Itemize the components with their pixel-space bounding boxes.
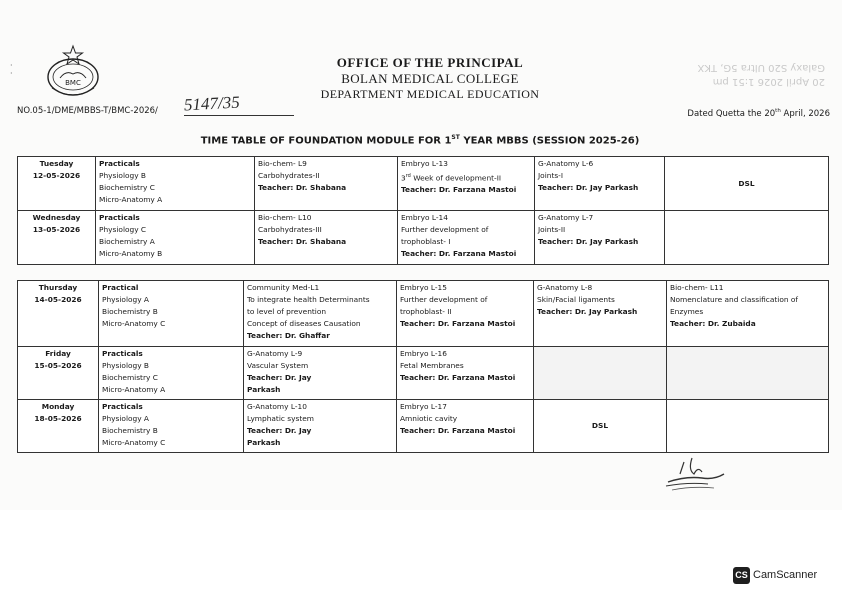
lecture-cell: Bio-chem- L9 Carbohydrates-II Teacher: Dr. Shabana xyxy=(255,157,398,211)
lecture-cell: Bio-chem- L10 Carbohydrates-III Teacher: Dr. Shabana xyxy=(255,211,398,265)
table-row xyxy=(18,347,829,400)
day-cell: Thursday 14-05-2026 xyxy=(18,281,99,347)
practicals-cell: Practicals Physiology A Biochemistry B Micro-Anatomy C xyxy=(99,400,244,453)
lecture-cell: G-Anatomy L-6 Joints-I Teacher: Dr. Jay Parkash xyxy=(535,157,665,211)
office-heading: OFFICE OF THE PRINCIPAL xyxy=(336,55,524,70)
lecture-cell: Embryo L-17 Amniotic cavity Teacher: Dr. Farzana Mastoi xyxy=(397,400,534,453)
practicals-cell: Practical Physiology A Biochemistry B Micro-Anatomy C xyxy=(99,281,244,347)
signature-icon xyxy=(662,452,732,494)
practicals-cell: Practicals Physiology B Biochemistry C Micro-Anatomy A xyxy=(96,157,255,211)
dsl-cell: DSL xyxy=(534,400,667,453)
day-cell: Tuesday 12-05-2026 xyxy=(18,157,96,211)
college-logo-icon xyxy=(44,44,102,100)
camscanner-label: CamScanner xyxy=(753,569,818,581)
day-cell: Wednesday 13-05-2026 xyxy=(18,211,96,265)
lecture-cell: Bio-chem- L11 Nomenclature and classification of Enzymes Teacher: Dr. Zubaida xyxy=(667,281,829,347)
practicals-cell: Practicals Physiology B Biochemistry C Micro-Anatomy A xyxy=(99,347,244,400)
camscanner-logo-icon: CS xyxy=(733,567,750,584)
timetable-week-2 xyxy=(17,280,829,453)
college-heading: BOLAN MEDICAL COLLEGE xyxy=(341,71,519,86)
practicals-cell: Practicals Physiology C Biochemistry A Micro-Anatomy B xyxy=(96,211,255,265)
empty-cell xyxy=(534,347,667,400)
dsl-cell: DSL xyxy=(665,157,829,211)
lecture-cell: G-Anatomy L-8 Skin/Facial ligaments Teacher: Dr. Jay Parkash xyxy=(534,281,667,347)
svg-text:BMC: BMC xyxy=(65,79,81,87)
department-heading: DEPARTMENT MEDICAL EDUCATION xyxy=(320,87,540,101)
lecture-cell: Embryo L-13 3rd Week of development-II Teacher: Dr. Farzana Mastoi xyxy=(398,157,535,211)
table-row xyxy=(18,400,829,453)
lecture-cell: G-Anatomy L-10 Lymphatic system Teacher: Dr. Jay Parkash xyxy=(244,400,397,453)
scan-specks: · · xyxy=(10,61,13,78)
day-cell: Friday 15-05-2026 xyxy=(18,347,99,400)
camera-watermark: 20 April 2026 1:51 pm Galaxy S20 Ultra 5G, TKX xyxy=(697,62,825,87)
lecture-cell: Embryo L-15 Further development of trophoblast- II Teacher: Dr. Farzana Mastoi xyxy=(397,281,534,347)
day-cell: Monday 18-05-2026 xyxy=(18,400,99,453)
lecture-cell: Community Med-L1 To integrate health Determinants to level of prevention Concept of diseases Causation Teacher: Dr. Ghaffar xyxy=(244,281,397,347)
camscanner-badge xyxy=(733,566,817,584)
empty-cell xyxy=(667,347,829,400)
lecture-cell: Embryo L-16 Fetal Membranes Teacher: Dr. Farzana Mastoi xyxy=(397,347,534,400)
lecture-cell: G-Anatomy L-9 Vascular System Teacher: Dr. Jay Parkash xyxy=(244,347,397,400)
empty-cell xyxy=(667,400,829,453)
table-row xyxy=(18,157,829,211)
lecture-cell: G-Anatomy L-7 Joints-II Teacher: Dr. Jay Parkash xyxy=(535,211,665,265)
empty-cell xyxy=(665,211,829,265)
handwritten-number: 5147/35 xyxy=(183,92,241,115)
reference-underline xyxy=(184,115,294,116)
dated-line: Dated Quetta the 20th April, 2026 xyxy=(687,108,830,119)
reference-number: NO.05-1/DME/MBBS-T/BMC-2026/ xyxy=(17,106,158,116)
table-row xyxy=(18,281,829,347)
table-row xyxy=(18,211,829,265)
timetable-week-1 xyxy=(17,156,829,265)
lecture-cell: Embryo L-14 Further development of trophoblast- I Teacher: Dr. Farzana Mastoi xyxy=(398,211,535,265)
timetable-title: TIME TABLE OF FOUNDATION MODULE FOR 1ST YEAR MBBS (SESSION 2025-26) xyxy=(200,134,640,147)
